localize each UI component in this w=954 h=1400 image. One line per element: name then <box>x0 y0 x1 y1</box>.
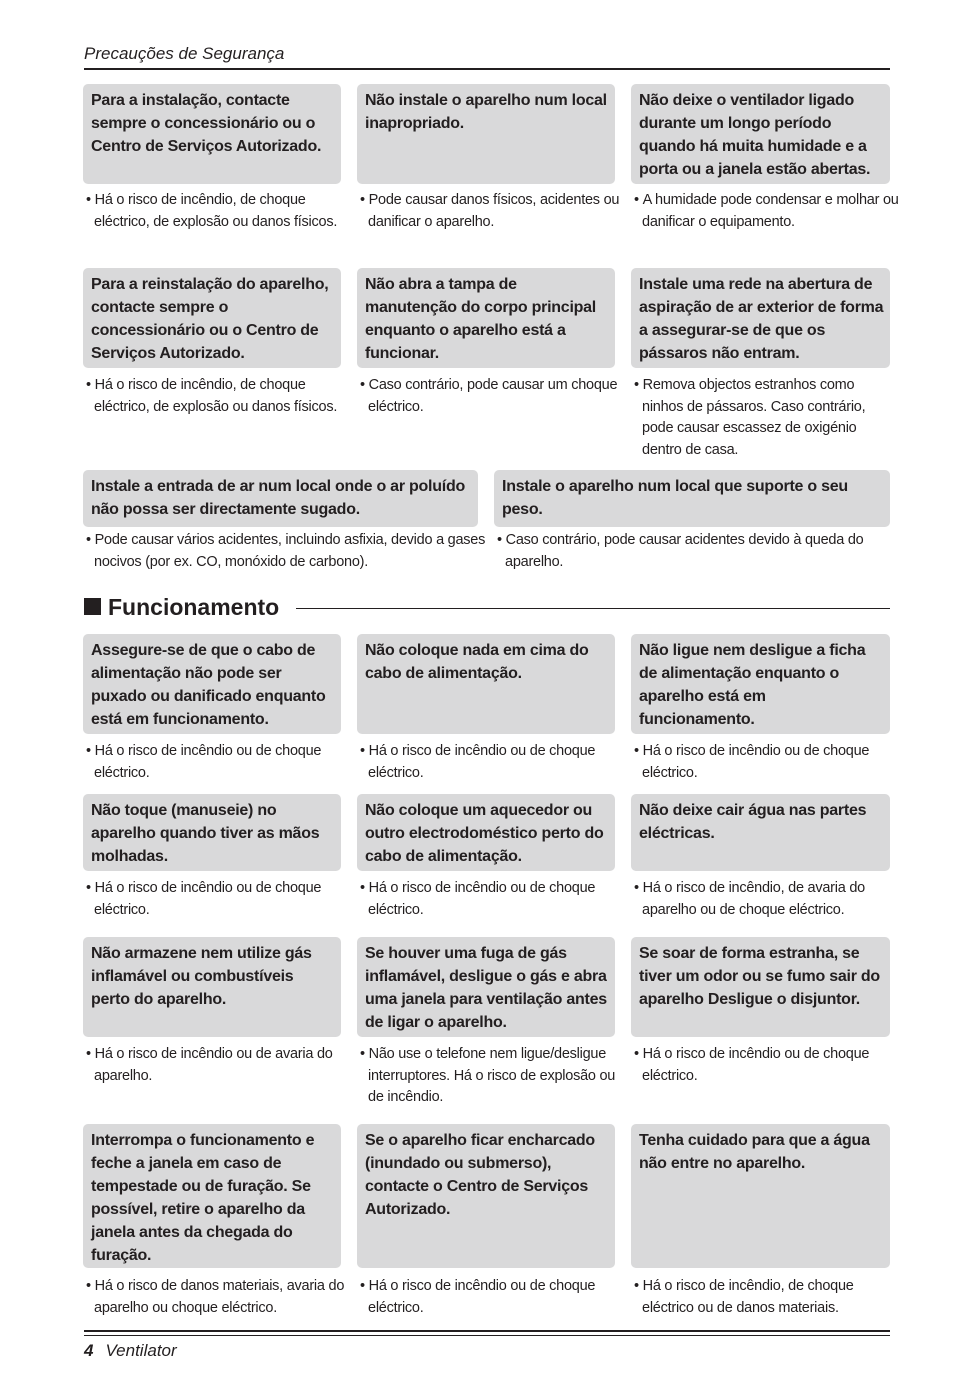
warning-note: • Há o risco de incêndio ou de avaria do aparelho. <box>84 1044 356 1087</box>
header-divider <box>84 68 890 70</box>
instruction-box: Não toque (manuseie) no aparelho quando tiver as mãos molhadas. <box>83 794 341 871</box>
warning-note: • Há o risco de incêndio ou de choque eléctrico. <box>84 878 344 921</box>
warning-note: • Há o risco de incêndio, de choque eléctrico ou de danos materiais. <box>632 1276 892 1319</box>
warning-note: • Pode causar vários acidentes, incluindo asfixia, devido a gases nocivos (por ex. CO, monóxido de carbono). <box>84 530 489 573</box>
warning-note: • Há o risco de incêndio ou de choque eléctrico. <box>358 741 618 784</box>
page-number: 4 <box>84 1341 94 1360</box>
instruction-box: Instale o aparelho num local que suporte o seu peso. <box>494 470 890 527</box>
warning-note: • Há o risco de incêndio ou de choque eléctrico. <box>632 1044 892 1087</box>
section-heading-rule <box>296 608 890 609</box>
instruction-box: Se houver uma fuga de gás inflamável, desligue o gás e abra uma janela para ventilação antes de ligar o aparelho. <box>357 937 615 1037</box>
instruction-box: Para a reinstalação do aparelho, contacte sempre o concessionário ou o Centro de Serviços Autorizado. <box>83 268 341 368</box>
warning-note: • Há o risco de incêndio ou de choque eléctrico. <box>358 878 618 921</box>
instruction-box: Não coloque um aquecedor ou outro electrodoméstico perto do cabo de alimentação. <box>357 794 615 871</box>
instruction-box: Não armazene nem utilize gás inflamável ou combustíveis perto do aparelho. <box>83 937 341 1037</box>
footer-divider-thin <box>84 1335 890 1336</box>
instruction-box: Interrompa o funcionamento e feche a janela em caso de tempestade ou de furação. Se possível, retire o aparelho da janela antes da chegada do furação. <box>83 1124 341 1268</box>
warning-note: • A humidade pode condensar e molhar ou danificar o equipamento. <box>632 190 900 233</box>
instruction-box: Assegure-se de que o cabo de alimentação não pode ser puxado ou danificado enquanto está em funcionamento. <box>83 634 341 734</box>
warning-note: • Há o risco de incêndio ou de choque eléctrico. <box>358 1276 618 1319</box>
section-title: Funcionamento <box>108 594 280 620</box>
product-name: Ventilator <box>105 1341 177 1360</box>
warning-note: • Não use o telefone nem ligue/desligue interruptores. Há o risco de explosão ou de incêndio. <box>358 1044 630 1109</box>
instruction-box: Instale a entrada de ar num local onde o ar poluído não possa ser directamente sugado. <box>83 470 478 527</box>
warning-note: • Há o risco de incêndio ou de choque eléctrico. <box>84 741 344 784</box>
instruction-box: Se soar de forma estranha, se tiver um odor ou se fumo sair do aparelho Desligue o disjuntor. <box>631 937 890 1037</box>
instruction-box: Tenha cuidado para que a água não entre no aparelho. <box>631 1124 890 1268</box>
warning-note: • Há o risco de incêndio, de choque eléctrico, de explosão ou danos físicos. <box>84 375 344 418</box>
instruction-box: Não coloque nada em cima do cabo de alimentação. <box>357 634 615 734</box>
instruction-box: Não deixe o ventilador ligado durante um longo período quando há muita humidade e a porta ou a janela estão abertas. <box>631 84 890 184</box>
instruction-box: Não ligue nem desligue a ficha de alimentação enquanto o aparelho está em funcionamento. <box>631 634 890 734</box>
page-header-title: Precauções de Segurança <box>84 44 285 63</box>
instruction-box: Para a instalação, contacte sempre o concessionário ou o Centro de Serviços Autorizado. <box>83 84 341 184</box>
page-footer <box>84 1341 177 1361</box>
warning-note: • Há o risco de incêndio ou de choque eléctrico. <box>632 741 892 784</box>
instruction-box: Não abra a tampa de manutenção do corpo principal enquanto o aparelho está a funcionar. <box>357 268 615 368</box>
warning-note: • Caso contrário, pode causar um choque eléctrico. <box>358 375 618 418</box>
warning-note: • Há o risco de danos materiais, avaria do aparelho ou choque eléctrico. <box>84 1276 349 1319</box>
instruction-box: Não deixe cair água nas partes eléctricas. <box>631 794 890 871</box>
warning-note: • Remova objectos estranhos como ninhos de pássaros. Caso contrário, pode causar escassez de oxigénio dentro de casa. <box>632 375 892 461</box>
section-square-bullet <box>84 598 101 615</box>
instruction-box: Não instale o aparelho num local inapropriado. <box>357 84 615 184</box>
instruction-box: Instale uma rede na abertura de aspiração de ar exterior de forma a assegurar-se de que os pássaros não entram. <box>631 268 890 368</box>
warning-note: • Caso contrário, pode causar acidentes devido à queda do aparelho. <box>495 530 898 573</box>
footer-divider <box>84 1330 890 1332</box>
warning-note: • Há o risco de incêndio, de choque eléctrico, de explosão ou danos físicos. <box>84 190 344 233</box>
warning-note: • Pode causar danos físicos, acidentes ou danificar o aparelho. <box>358 190 623 233</box>
warning-note: • Há o risco de incêndio, de avaria do aparelho ou de choque eléctrico. <box>632 878 897 921</box>
instruction-box: Se o aparelho ficar encharcado (inundado ou submerso), contacte o Centro de Serviços Autorizado. <box>357 1124 615 1268</box>
section-heading <box>84 592 890 622</box>
